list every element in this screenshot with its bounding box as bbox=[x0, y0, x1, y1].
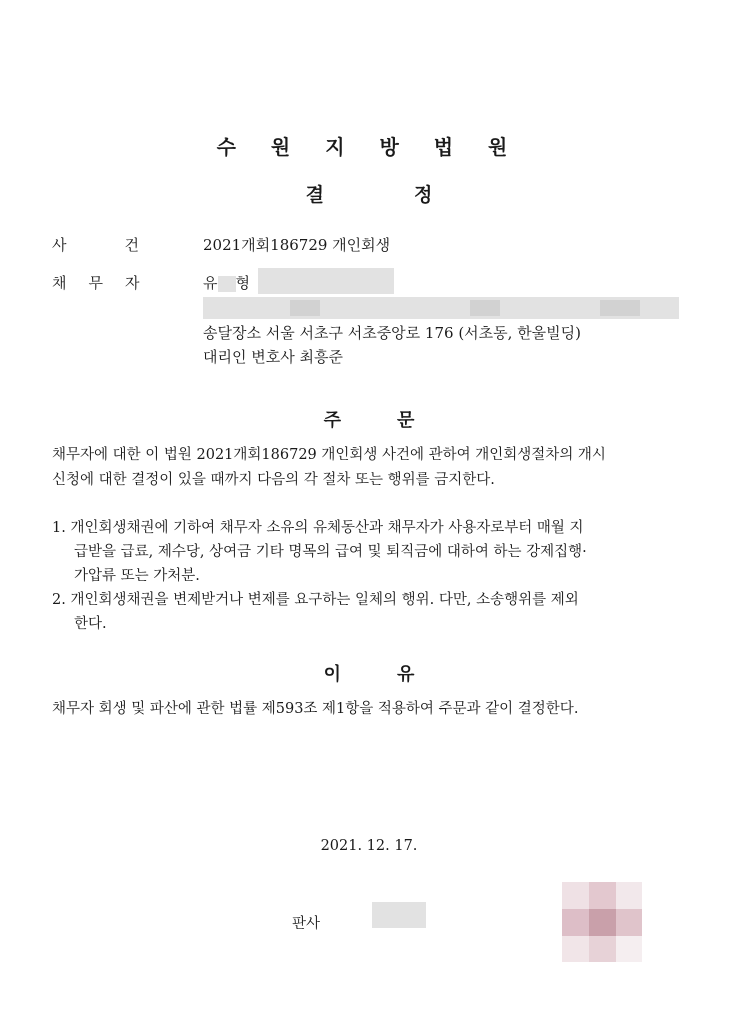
case-label: 사 건 bbox=[52, 236, 139, 254]
court-seal bbox=[562, 882, 642, 962]
item-2-line: 2. 개인회생채권을 변제받거나 변제를 요구하는 일체의 행위. 다만, 소송행위를 제외 bbox=[52, 592, 579, 608]
reason-text: 채무자 회생 및 파산에 관한 법률 제593조 제1항을 적용하여 주문과 같이 결정한다. bbox=[52, 701, 579, 717]
order-text-line: 채무자에 대한 이 법원 2021개회186729 개인회생 사건에 관하여 개인회생절차의 개시 bbox=[52, 447, 606, 463]
item-1-line: 가압류 또는 가처분. bbox=[74, 568, 200, 584]
judge-label: 판사 bbox=[292, 916, 321, 932]
redacted-name bbox=[258, 268, 394, 294]
redacted-name-part bbox=[218, 276, 236, 292]
redacted-judge-name bbox=[372, 902, 426, 928]
legal-agent: 대리인 변호사 최흥준 bbox=[203, 348, 343, 366]
service-address: 송달장소 서울 서초구 서초중앙로 176 (서초동, 한울빌딩) bbox=[203, 324, 582, 342]
item-1-line: 1. 개인회생채권에 기하여 채무자 소유의 유체동산과 채무자가 사용자로부터 매월 지 bbox=[52, 520, 584, 536]
reason-heading: 이 유 bbox=[323, 664, 415, 685]
case-number: 2021개회186729 개인회생 bbox=[203, 236, 391, 254]
order-text-line: 신청에 대한 결정이 있을 때까지 다음의 각 절차 또는 행위를 금지한다. bbox=[52, 472, 495, 488]
document-type: 결 정 bbox=[305, 184, 433, 206]
item-1-line: 급받을 급료, 제수당, 상여금 기타 명목의 급여 및 퇴직금에 대하여 하는 강제집행· bbox=[74, 544, 587, 560]
order-heading: 주 문 bbox=[323, 410, 415, 431]
decision-date: 2021. 12. 17. bbox=[320, 838, 418, 854]
court-name: 수 원 지 방 법 원 bbox=[216, 135, 522, 159]
debtor-label: 채 무 자 bbox=[52, 274, 140, 292]
item-2-line: 한다. bbox=[74, 616, 107, 632]
debtor-name: 유 형 bbox=[203, 274, 250, 292]
